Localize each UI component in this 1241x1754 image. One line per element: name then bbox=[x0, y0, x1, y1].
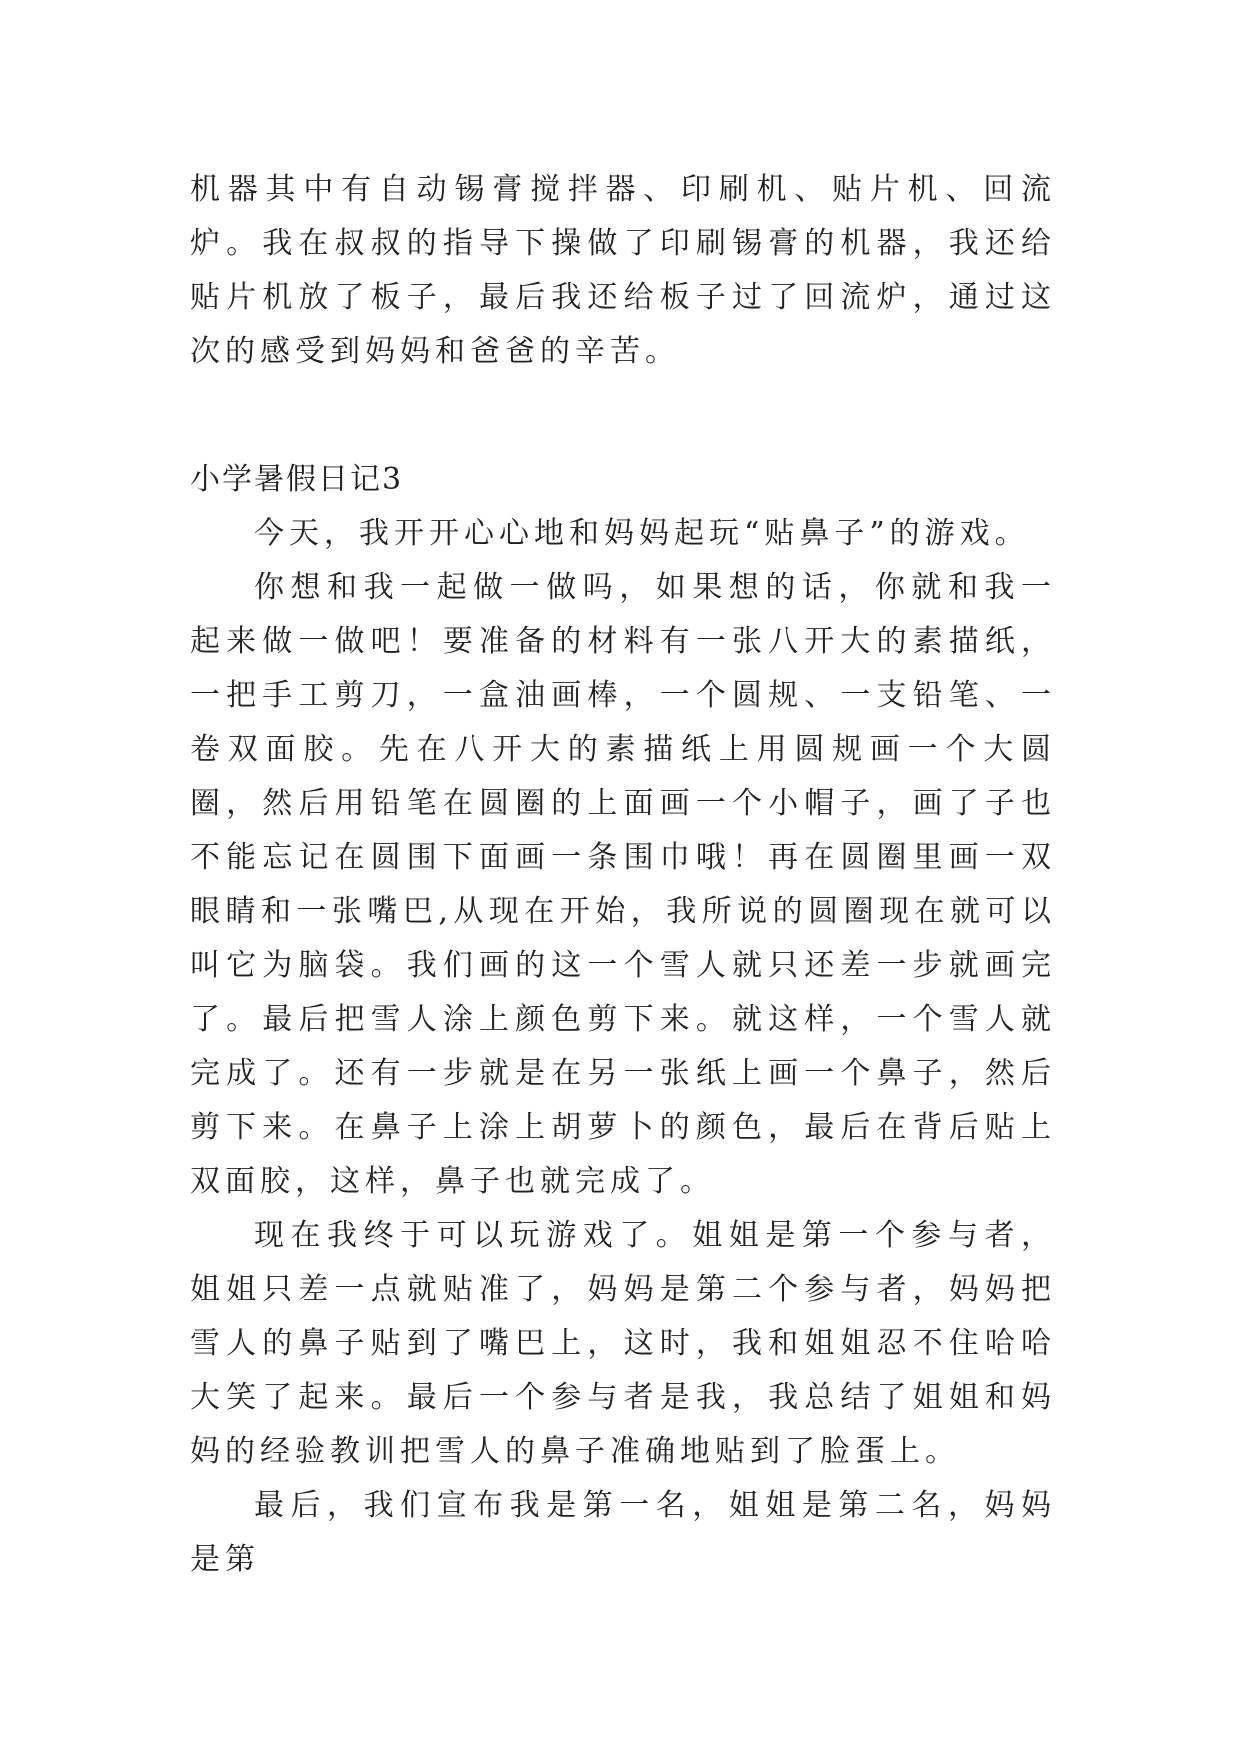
paragraph-result: 最后，我们宣布我是第一名，姐姐是第二名，妈妈是第 bbox=[190, 1488, 1056, 1577]
continued-paragraph: 机器其中有自动锡膏搅拌器、印刷机、贴片机、回流炉。我在叔叔的指导下操做了印刷锡膏的机器，我还给贴片机放了板子，最后我还给板子过了回流炉，通过这次的感受到妈妈和爸爸的辛苦。 bbox=[190, 172, 1056, 369]
diary-section bbox=[190, 453, 1056, 1587]
continued-text-block bbox=[190, 163, 1056, 379]
paragraph-game: 现在我终于可以玩游戏了。姐姐是第一个参与者，姐姐只差一点就贴准了，妈妈是第二个参与者，妈妈把雪人的鼻子贴到了嘴巴上，这时，我和姐姐忍不住哈哈大笑了起来。最后一个参与者是我，我总结了姐姐和妈妈的经验教训把雪人的鼻子准确地贴到了脸蛋上。 bbox=[190, 1218, 1056, 1469]
section-title: 小学暑假日记3 bbox=[190, 462, 404, 497]
paragraph-intro: 今天，我开开心心地和妈妈起玩“贴鼻子”的游戏。 bbox=[254, 516, 1030, 551]
paragraph-materials: 你想和我一起做一做吗，如果想的话，你就和我一起来做一做吧！要准备的材料有一张八开大的素描纸，一把手工剪刀，一盒油画棒，一个圆规、一支铅笔、一卷双面胶。先在八开大的素描纸上用圆规画一个大圆圈，然后用铅笔在圆圈的上面画一个小帽子，画了子也不能忘记在圆围下面画一条围巾哦！再在圆圈里画一双眼睛和一张嘴巴,从现在开始，我所说的圆圈现在就可以叫它为脑袋。我们画的这一个雪人就只还差一步就画完了。最后把雪人涂上颜色剪下来。就这样，一个雪人就完成了。还有一步就是在另一张纸上画一个鼻子，然后剪下来。在鼻子上涂上胡萝卜的颜色，最后在背后贴上双面胶，这样，鼻子也就完成了。 bbox=[190, 570, 1056, 1199]
